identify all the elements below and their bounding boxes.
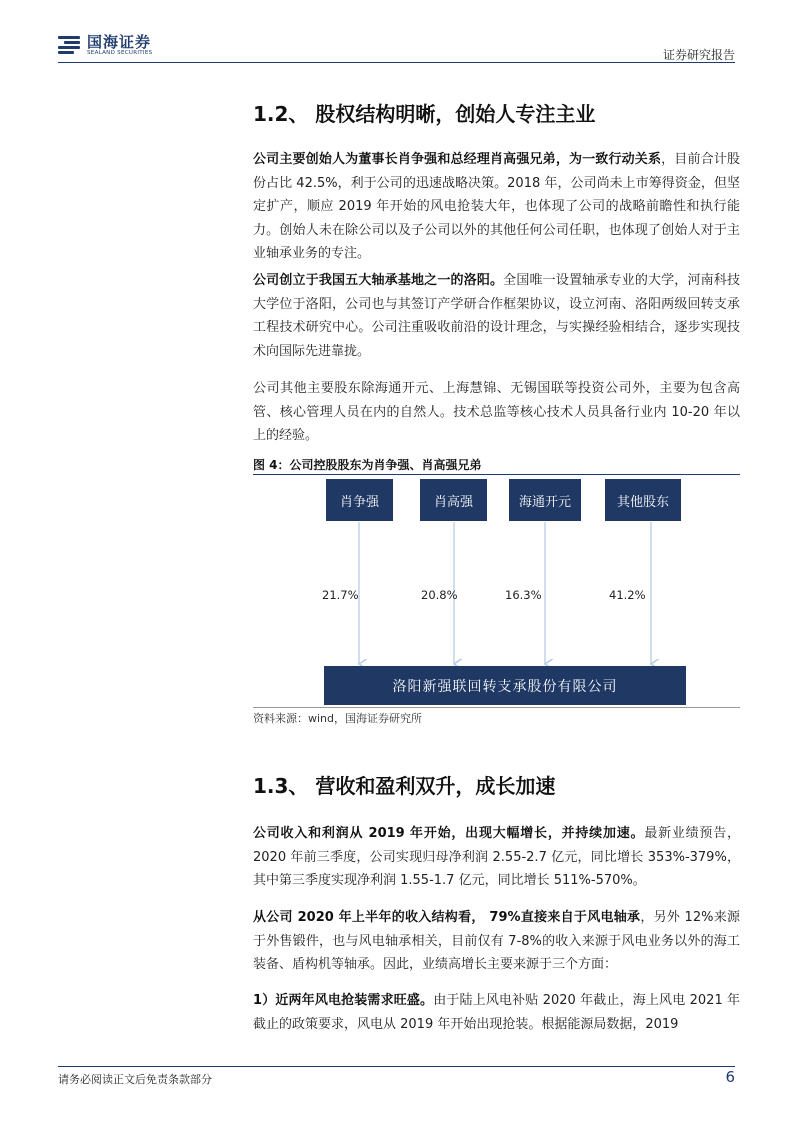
disclaimer-note: 请务必阅读正文后免责条款部分 <box>58 1073 212 1086</box>
section-1-3-paragraph-2 <box>253 906 740 977</box>
shareholder-pct-1: 21.7% <box>322 588 359 602</box>
shareholder-pct-4: 41.2% <box>609 588 646 602</box>
paragraph-2-body: ，另外 12%来源于外售锻件，也与风电轴承相关，目前仅有 7-8%的收入来源于风电业务以外的海工装备、盾构机等轴承。因此，业绩高增长主要来源于三个方面： <box>253 910 740 972</box>
paragraph-1-body: 最新业绩预告，2020 年前三季度，公司实现归母净利润 2.55-2.7 亿元，同比增长 353%-379%，其中第三季度实现净利润 1.55-1.7 亿元，同比增长 511%-570%。 <box>253 826 740 888</box>
figure-bottom-rule <box>253 707 740 708</box>
report-type-label: 证券研究报告 <box>662 48 735 62</box>
paragraph-3-body: 由于陆上风电补贴 2020 年截止，海上风电 2021 年截止的政策要求，风电从 2019 年开始出现抢装。根据能源局数据，2019 <box>253 993 741 1032</box>
paragraph-2-lead: 公司创立于我国五大轴承基地之一的洛阳。 <box>253 273 504 288</box>
paragraph-1-lead: 公司收入和利润从 2019 年开始，出现大幅增长，并持续加速。 <box>253 826 645 841</box>
paragraph-1-lead: 公司主要创始人为董事长肖争强和总经理肖高强兄弟，为一致行动关系 <box>253 152 662 167</box>
shareholder-box-4: 其他股东 <box>605 479 681 521</box>
shareholder-pct-2: 20.8% <box>421 588 458 602</box>
shareholder-pct-3: 16.3% <box>505 588 542 602</box>
shareholder-box-3: 海通开元 <box>509 479 581 521</box>
section-1-2-paragraph-3: 公司其他主要股东除海通开元、上海慧锦、无锡国联等投资公司外，主要为包含高管、核心管理人员在内的自然人。技术总监等核心技术人员具备行业内 10-20 年以上的经验。 <box>253 381 740 443</box>
paragraph-3-lead: 1）近两年风电抢装需求旺盛。 <box>253 993 434 1008</box>
paragraph-1-body: ，目前合计股份占比 42.5%，利于公司的迅速战略决策。2018 年，公司尚未上市筹得资金，但坚定扩产，顺应 2019 年开始的风电抢装大年，也体现了公司的战略前瞻性和执行能力。创始人未在除公司以及子公司以外的其他任何公司任职，也体现了创始人对于主业轴承业务的专注。 <box>253 152 740 261</box>
figure-4-source: 资料来源：wind，国海证券研究所 <box>253 712 423 725</box>
logo-chinese-name: 国海证券 <box>87 33 152 51</box>
section-1-3-heading: 1.3、 营收和盈利双升，成长加速 <box>253 774 556 798</box>
shareholder-box-1: 肖争强 <box>326 479 393 521</box>
section-1-3-paragraph-1 <box>253 822 740 893</box>
company-box: 洛阳新强联回转支承股份有限公司 <box>324 666 686 705</box>
logo-english-name: SEALAND SECURITIES <box>87 50 153 56</box>
shareholder-box-2: 肖高强 <box>420 479 487 521</box>
section-1-3-paragraph-3 <box>253 989 740 1036</box>
paragraph-2-lead: 从公司 2020 年上半年的收入结构看， 79%直接来自于风电轴承 <box>253 910 641 925</box>
paragraph-2-body: 全国唯一设置轴承专业的大学，河南科技大学位于洛阳，公司也与其签订产学研合作框架协议，设立河南、洛阳两级回转支承工程技术研究中心。公司注重吸收前沿的设计理念，与实操经验相结合，逐步实现技术向国际先进靠拢。 <box>253 273 740 359</box>
figure-4-title: 图 4：公司控股股东为肖争强、肖高强兄弟 <box>253 458 482 472</box>
page-number: 6 <box>725 1068 735 1086</box>
footer-divider <box>58 1066 735 1067</box>
section-1-2-heading: 1.2、 股权结构明晰，创始人专注主业 <box>253 102 596 126</box>
